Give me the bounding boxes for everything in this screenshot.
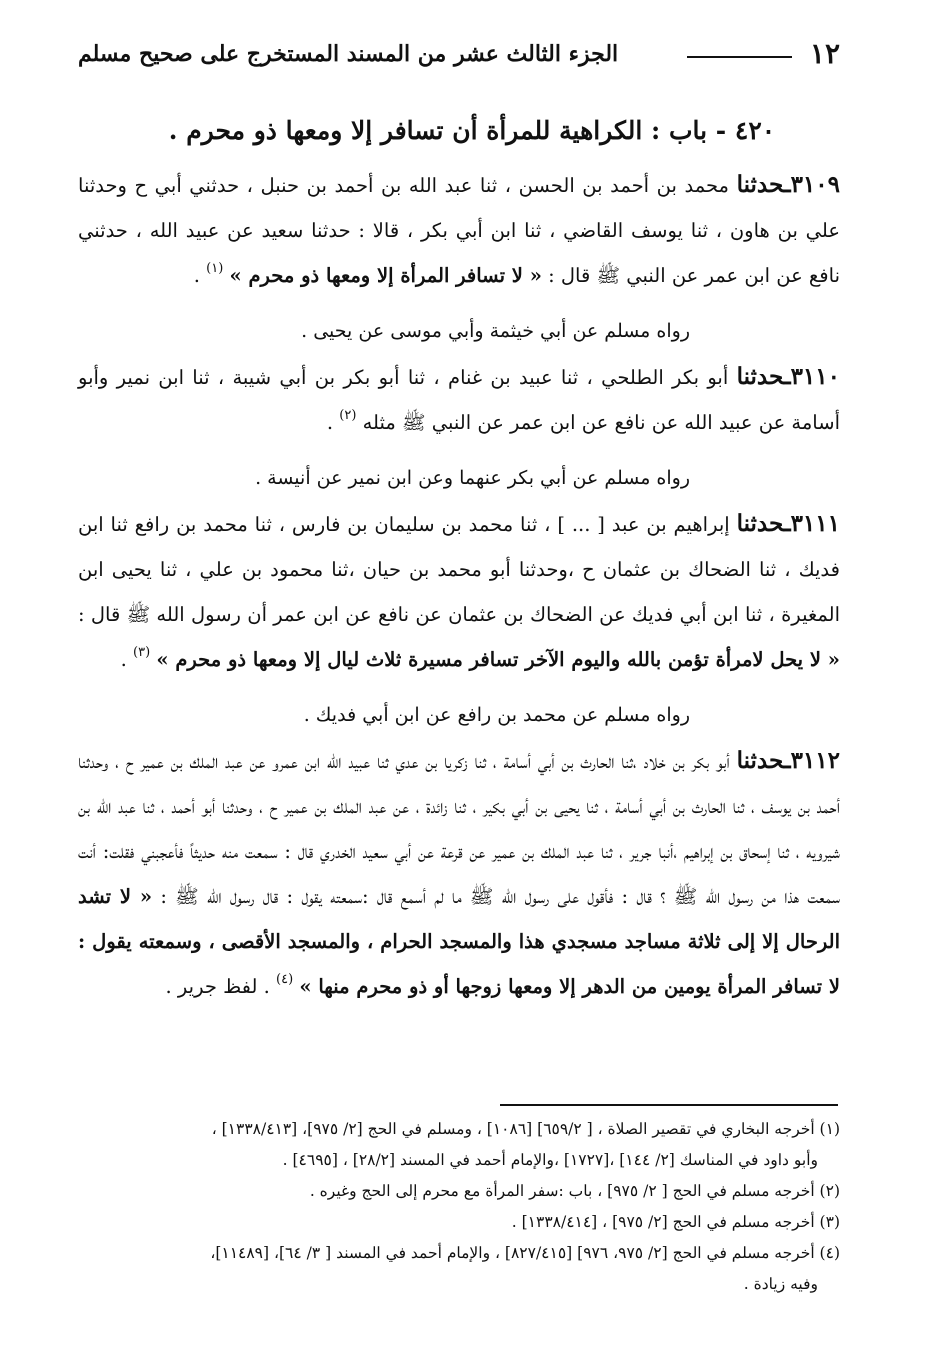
hadith-3110 [78,354,840,448]
footnote-2 [80,1176,840,1207]
footnote-line: (٢) أخرجه مسلم في الحج [ ٢/ ٩٧٥] ، باب :سفر المرأة مع محرم إلى الحج وغيره . [309,1182,840,1200]
footnotes [80,1114,840,1300]
riwaya-3111: رواه مسلم عن محمد بن رافع عن ابن أبي فديك . [303,704,690,726]
footnote-ref: (١) [206,261,224,276]
footnote-line: (٣) أخرجه مسلم في الحج [٢/ ٩٧٥] ، [١٣٣٨/٤١٤] . [511,1213,840,1231]
footnote-line: (١) أخرجه البخاري في تقصير الصلاة ، [ ٦٥٩/٢] [١٠٨٦] ، ومسلم في الحج [٢/ ٩٧٥]، [١٣٣٨/٤١٣] ، [211,1120,840,1138]
matn-text: « لا تشد الرحال إلا إلى ثلاثة مساجد مسجدي هذا والمسجد الحرام ، والمسجد الأقصى ، وسمعته يقول : لا تسافر المرأة يومين من الدهر إلا ومعها زوجها أو ذو محرم منها » [78,885,840,998]
footnote-line: (٤) أخرجه مسلم في الحج [٢/ ٩٧٥، ٩٧٦] [٨٢٧/٤١٥] ، والإمام أحمد في المسند [ ٣/ ٦٤]، [١١٤٨٩]، [210,1244,840,1262]
haddathana-keyword: ـحدثنا [736,747,791,774]
haddathana-keyword: ـحدثنا [736,363,791,390]
hadith-number: ٣١١٠ [790,363,840,390]
haddathana-keyword: ـحدثنا [736,510,791,537]
footnote-separator [500,1104,838,1106]
header-rule [687,56,792,58]
hadith-ending: . [193,264,207,287]
matn-text: « لا تسافر المرأة إلا ومعها ذو محرم » [229,264,542,287]
footnote-1 [80,1114,840,1176]
main-text [78,160,840,1012]
footnote-4 [80,1238,840,1300]
page-number: ١٢ [809,37,840,70]
isnad-text: محمد بن أحمد بن الحسن ، ثنا عبد الله بن أحمد بن حنبل ، حدثني أبي ح وحدثنا علي بن هاون ، ثنا يوسف القاضي ، ثنا ابن أبي بكر ، قالا : حدثنا سعيد عن عبيد الله ، حدثني نافع عن ابن عمر عن النبي ﷺ قال : [78,174,840,287]
running-title: الجزء الثالث عشر من المسند المستخرج على صحيح مسلم [78,41,619,67]
riwaya-3109: رواه مسلم عن أبي خيثمة وأبي موسى عن يحيى . [301,320,690,342]
hadith-3109 [78,162,840,301]
riwaya-3110: رواه مسلم عن أبي بكر عنهما وعن ابن نمير عن أنيسة . [255,467,690,489]
footnote-3 [80,1207,840,1238]
footnote-ref: (٣) [133,645,151,660]
hadith-ending: . لفظ جرير . [165,975,276,998]
isnad-text: أبو بكر الطلحي ، ثنا عبيد بن غنام ، ثنا أبو بكر بن أبي شيبة ، ثنا ابن نمير وأبو أسامة عن عبيد الله عن نافع عن ابن عمر عن النبي ﷺ مثله [78,366,840,434]
hadith-ending: . [326,411,340,434]
matn-text: « لا يحل لامرأة تؤمن بالله واليوم الآخر تسافر مسيرة ثلاث ليال إلا ومعها ذو محرم » [156,648,840,671]
footnote-line: وأبو داود في المناسك [٢/ ١٤٤] ،[١٧٢٧] ،والإمام أحمد في المسند [٢٨/٢] ، [٤٦٩٥] . [282,1151,818,1169]
hadith-number: ٣١١١ [790,510,840,537]
hadith-number: ٣١٠٩ [790,171,840,198]
hadith-3112 [78,738,840,1012]
haddathana-keyword: ـحدثنا [736,171,791,198]
hadith-ending: . [120,648,134,671]
chapter-heading: ٤٢٠ - باب : الكراهية للمرأة أن تسافر إلا ومعها ذو محرم . [168,116,776,145]
footnote-ref: (٢) [339,408,357,423]
isnad-text: أبو بكر بن خلاد ،ثنا الحارث بن أبي أسامة ، ثنا زكريا بن عدي ثنا عبيد الله ابن عمرو عن عبد الملك بن عمير ح ، وحدثنا أحمد بن يوسف ، ثنا الحارث بن أبي أسامة ، ثنا يحيى بن أبي بكير ، ثنا زائدة ، عن عبد الملك بن عمير ح ، وحدثنا أبو أحمد ، ثنا عبد الله بن شيرويه ، ثنا إسحاق بن إبراهيم ،أنبا جرير ، ثنا عبد الملك بن عمير عن قرعة عن أبي سعيد الخدري قال : سمعت منه حديثاً فأعجبني فقلت: أنت سمعت هذا من رسول الله ﷺ ؟ قال : فأقول على رسول الله ﷺ ما لم أسمع قال :سمعته يقول : قال رسول الله ﷺ : [78,750,840,908]
isnad-text: إبراهيم بن عبد [ ... ] ، ثنا محمد بن سليمان بن فارس ، ثنا محمد بن رافع ثنا ابن فديك ، ثنا الضحاك بن عثمان ح ،وحدثنا أبو محمد بن حيان ،ثنا محمود بن علي ، ثنا يحيى ابن المغيرة ، ثنا ابن أبي فديك عن الضحاك بن عثمان عن نافع عن ابن عمر أن رسول الله ﷺ قال : [78,513,840,626]
footnote-line: وفيه زيادة . [743,1275,818,1293]
hadith-number: ٣١١٢ [790,747,840,774]
hadith-3111 [78,501,840,685]
running-header [78,36,840,72]
footnote-ref: (٤) [276,972,294,987]
